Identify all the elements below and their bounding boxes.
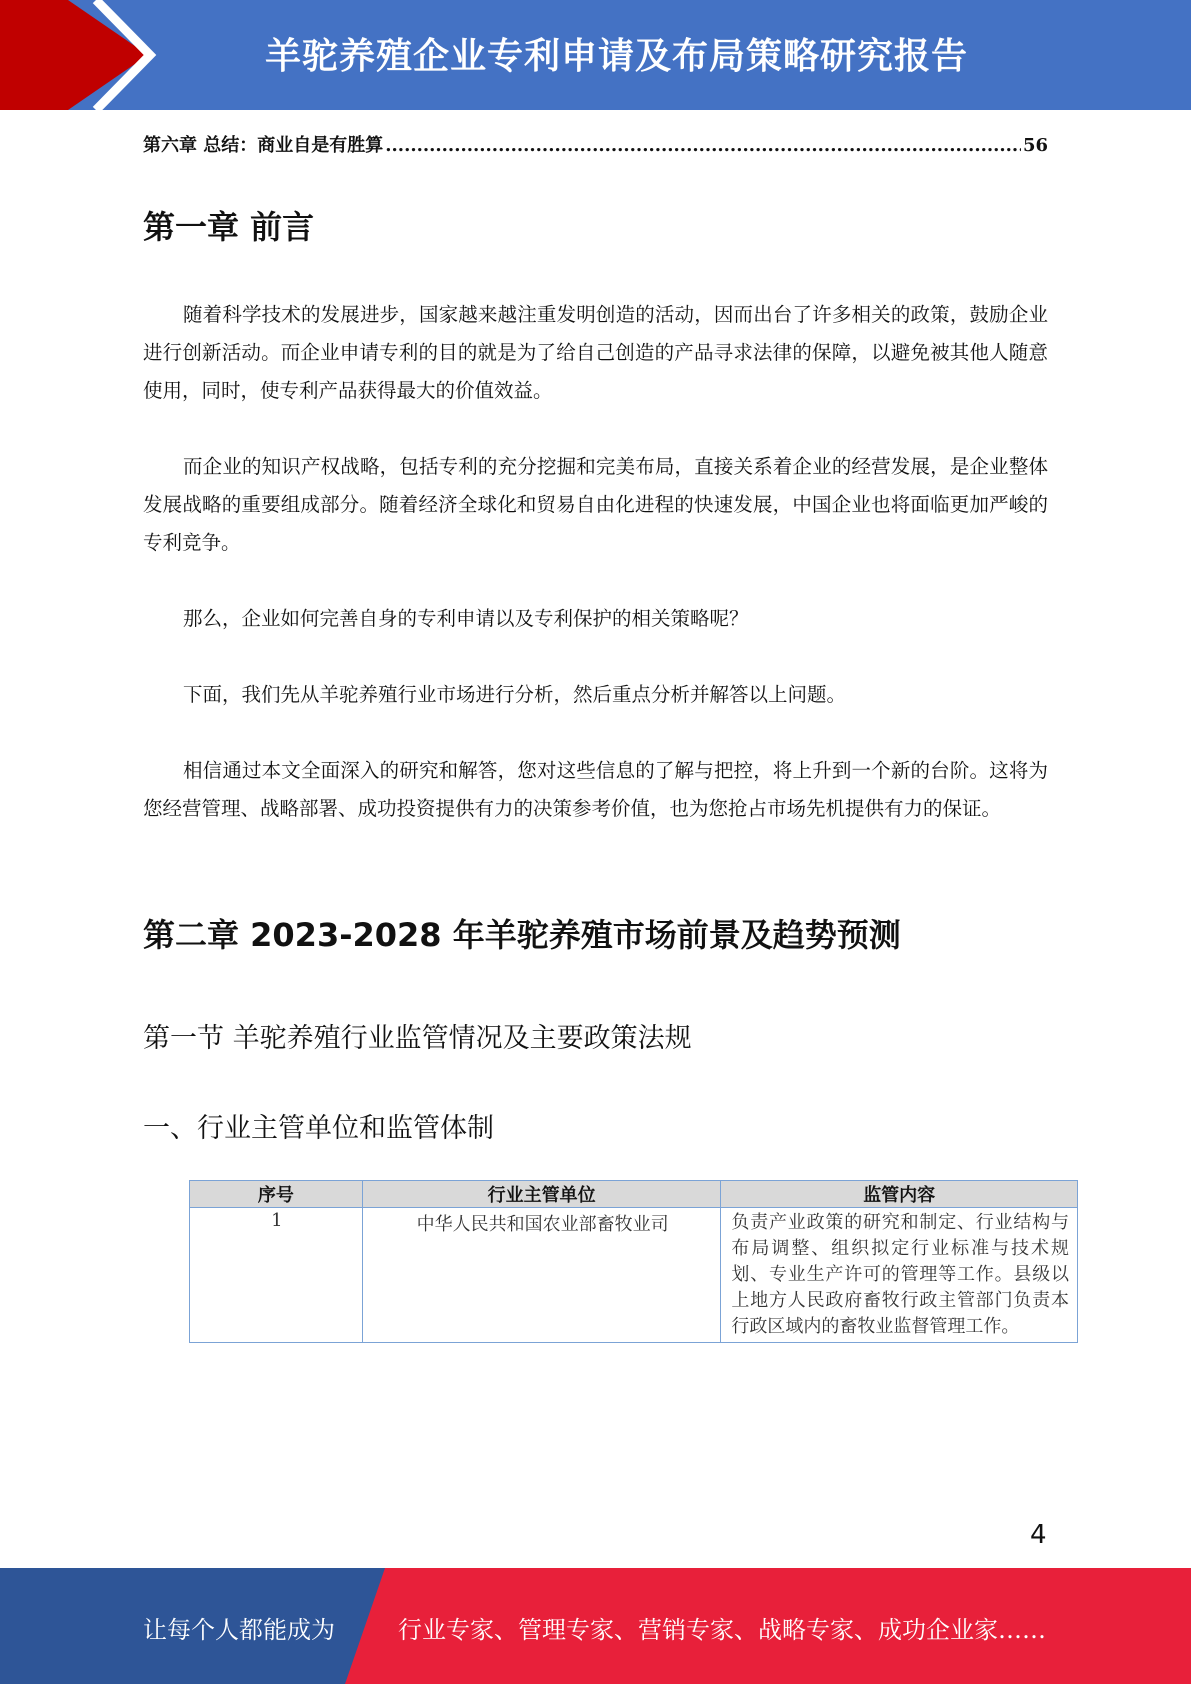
footer-slogan-right: 行业专家、管理专家、营销专家、战略专家、成功企业家……	[398, 1616, 1046, 1644]
report-title: 羊驼养殖企业专利申请及布局策略研究报告	[265, 36, 969, 77]
regulator-table	[189, 1180, 1078, 1343]
paragraph-2: 而企业的知识产权战略，包括专利的充分挖掘和完美布局，直接关系着企业的经营发展，是企业整体发展战略的重要组成部分。随着经济全球化和贸易自由化进程的快速发展，中国企业也将面临更加严峻的专利竞争。	[143, 455, 1048, 554]
paragraph-3: 那么，企业如何完善自身的专利申请以及专利保护的相关策略呢？	[183, 607, 749, 630]
page-number: 4	[1030, 1520, 1047, 1550]
cell-content: 负责产业政策的研究和制定、行业结构与布局调整、组织拟定行业标准与技术规划、专业生产许可的管理等工作。县级以上地方人民政府畜牧行政主管部门负责本行政区域内的畜牧业监督管理工作。	[721, 1208, 1078, 1343]
section-1-heading: 第一节 羊驼养殖行业监管情况及主要政策法规	[143, 1023, 692, 1054]
chapter-2-heading: 第二章 2023-2028 年羊驼养殖市场前景及趋势预测	[143, 916, 901, 954]
chapter-1-heading: 第一章 前言	[143, 208, 315, 246]
toc-entry-page: 56	[1022, 135, 1048, 156]
toc-leader-dots	[385, 135, 1021, 156]
paragraph-5: 相信通过本文全面深入的研究和解答，您对这些信息的了解与把控，将上升到一个新的台阶。这将为您经营管理、战略部署、成功投资提供有力的决策参考价值，也为您抢占市场先机提供有力的保证。	[143, 759, 1048, 820]
toc-entry-label: 第六章 总结：商业自是有胜算	[143, 135, 384, 156]
table-row	[190, 1208, 1078, 1343]
toc-entry[interactable]	[143, 131, 1048, 157]
header-red-block	[0, 0, 148, 110]
header-banner	[0, 0, 1191, 110]
paragraph-1: 随着科学技术的发展进步，国家越来越注重发明创造的活动，因而出台了许多相关的政策，鼓励企业进行创新活动。而企业申请专利的目的就是为了给自己创造的产品寻求法律的保障，以避免被其他人随意使用，同时，使专利产品获得最大的价值效益。	[143, 303, 1048, 402]
footer-slogan-left: 让每个人都能成为	[143, 1616, 335, 1644]
col-header-content: 监管内容	[721, 1181, 1078, 1208]
paragraph-4: 下面，我们先从羊驼养殖行业市场进行分析，然后重点分析并解答以上问题。	[183, 683, 847, 706]
col-header-department: 行业主管单位	[362, 1181, 721, 1208]
col-header-number: 序号	[190, 1181, 363, 1208]
footer-banner	[0, 1568, 1191, 1684]
cell-number: 1	[190, 1208, 363, 1343]
table-header-row	[190, 1181, 1078, 1208]
subsection-1-heading: 一、行业主管单位和监管体制	[143, 1113, 494, 1144]
cell-department: 中华人民共和国农业部畜牧业司	[362, 1208, 721, 1343]
